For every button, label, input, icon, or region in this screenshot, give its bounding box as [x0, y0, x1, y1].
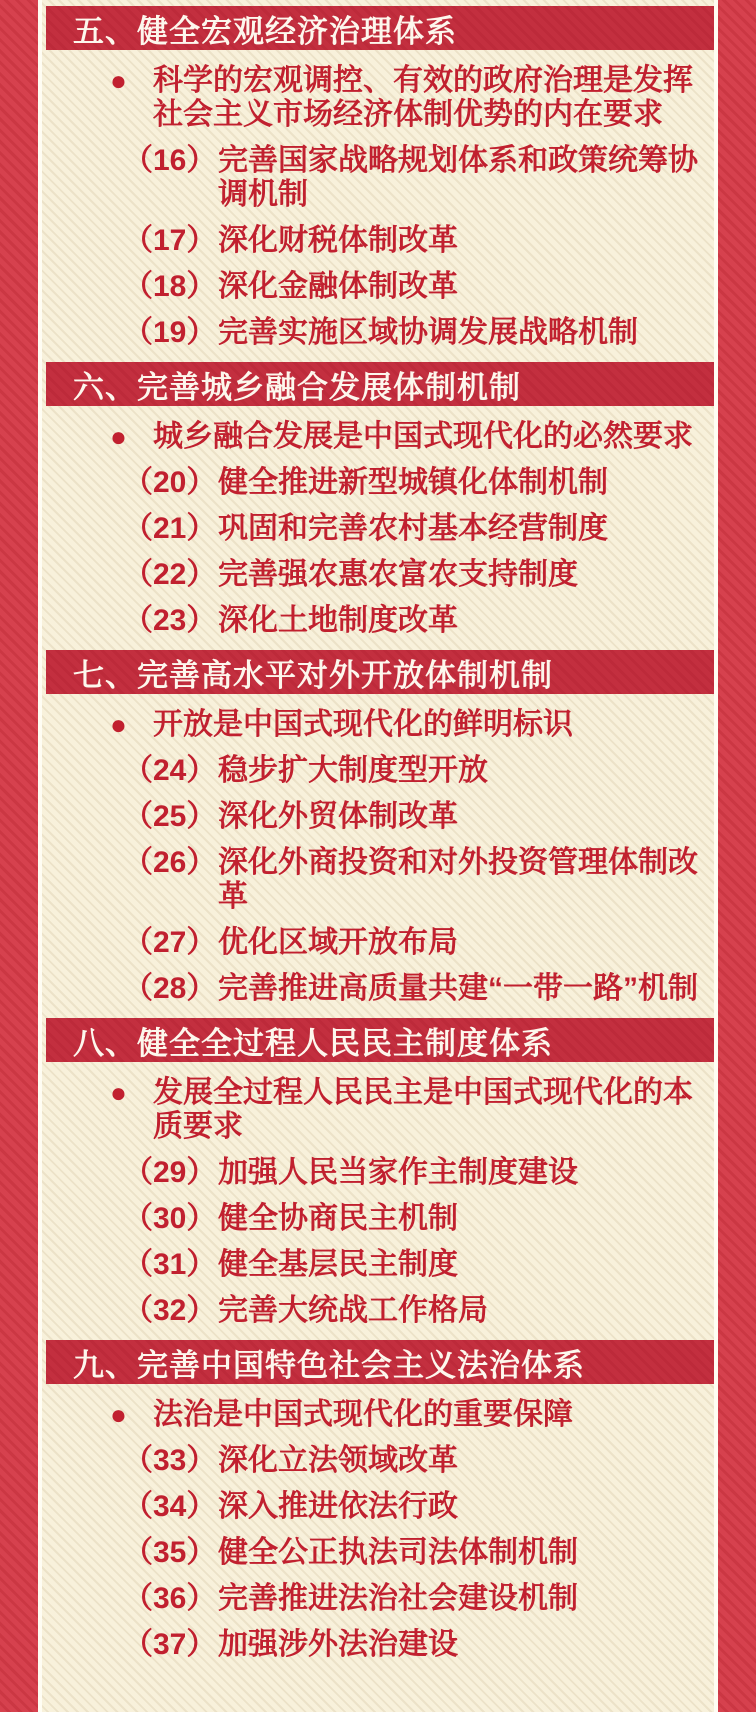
item-text: 深化外贸体制改革	[218, 800, 458, 833]
list-item	[42, 224, 714, 258]
section-header-title: 五、健全宏观经济治理体系	[73, 13, 457, 49]
section-summary	[42, 708, 714, 742]
list-item	[42, 846, 714, 914]
item-number: （21）	[123, 512, 217, 545]
item-number: （35）	[123, 1536, 217, 1569]
item-number: （26）	[123, 846, 217, 879]
item-list	[42, 144, 714, 350]
item-number: （18）	[123, 270, 217, 303]
list-item	[42, 1202, 714, 1236]
section-header-bar	[46, 1340, 714, 1384]
list-item	[42, 604, 714, 638]
section-header-bar	[46, 362, 714, 406]
item-text: 优化区域开放布局	[218, 926, 458, 959]
section-header-bar	[46, 6, 714, 50]
bullet-text: 法治是中国式现代化的重要保障	[153, 1398, 573, 1431]
item-number: （25）	[123, 800, 217, 833]
item-number: （24）	[123, 754, 217, 787]
bullet-icon: ●	[110, 65, 127, 96]
item-number: （36）	[123, 1582, 217, 1615]
list-item	[42, 1294, 714, 1328]
bullet-text: 科学的宏观调控、有效的政府治理是发挥社会主义市场经济体制优势的内在要求	[153, 64, 693, 131]
item-text: 深化土地制度改革	[218, 604, 458, 637]
bullet-text: 城乡融合发展是中国式现代化的必然要求	[153, 420, 693, 453]
bullet-icon: ●	[110, 1399, 127, 1430]
item-text: 稳步扩大制度型开放	[218, 754, 488, 787]
list-item	[42, 512, 714, 546]
item-number: （27）	[123, 926, 217, 959]
item-number: （29）	[123, 1156, 217, 1189]
section-header-bar	[46, 1018, 714, 1062]
list-item	[42, 754, 714, 788]
item-text: 深入推进依法行政	[218, 1490, 458, 1523]
content-column	[42, 0, 714, 1712]
section-summary	[42, 420, 714, 454]
list-item	[42, 1248, 714, 1282]
item-number: （31）	[123, 1248, 217, 1281]
section-header-title: 六、完善城乡融合发展体制机制	[73, 369, 521, 405]
section-summary	[42, 1398, 714, 1432]
sections-list	[42, 6, 714, 1662]
item-text: 完善实施区域协调发展战略机制	[218, 316, 638, 349]
item-text: 健全基层民主制度	[218, 1248, 458, 1281]
section-summary	[42, 64, 714, 132]
list-item	[42, 1628, 714, 1662]
list-item	[42, 1536, 714, 1570]
item-text: 完善大统战工作格局	[218, 1294, 488, 1327]
item-text: 完善推进高质量共建“一带一路”机制	[218, 972, 698, 1005]
item-number: （37）	[123, 1628, 217, 1661]
item-text: 健全公正执法司法体制机制	[218, 1536, 578, 1569]
item-text: 加强涉外法治建设	[218, 1628, 458, 1661]
item-number: （22）	[123, 558, 217, 591]
list-item	[42, 1490, 714, 1524]
item-number: （20）	[123, 466, 217, 499]
section-summary	[42, 1076, 714, 1144]
list-item	[42, 1156, 714, 1190]
item-number: （32）	[123, 1294, 217, 1327]
bullet-icon: ●	[110, 1077, 127, 1108]
bullet-text: 开放是中国式现代化的鲜明标识	[153, 708, 573, 741]
item-number: （28）	[123, 972, 217, 1005]
list-item	[42, 270, 714, 304]
item-number: （30）	[123, 1202, 217, 1235]
list-item	[42, 558, 714, 592]
section	[42, 1018, 714, 1328]
list-item	[42, 1444, 714, 1478]
item-text: 完善推进法治社会建设机制	[218, 1582, 578, 1615]
item-list	[42, 466, 714, 638]
list-item	[42, 972, 714, 1006]
item-list	[42, 754, 714, 1006]
bullet-icon: ●	[110, 421, 127, 452]
list-item	[42, 466, 714, 500]
item-text: 加强人民当家作主制度建设	[218, 1156, 578, 1189]
list-item	[42, 144, 714, 212]
section	[42, 6, 714, 350]
section	[42, 650, 714, 1006]
item-number: （33）	[123, 1444, 217, 1477]
item-text: 深化金融体制改革	[218, 270, 458, 303]
item-text: 完善强农惠农富农支持制度	[218, 558, 578, 591]
section	[42, 362, 714, 638]
section	[42, 1340, 714, 1662]
item-list	[42, 1444, 714, 1662]
list-item	[42, 1582, 714, 1616]
left-red-border	[0, 0, 42, 1712]
item-text: 健全协商民主机制	[218, 1202, 458, 1235]
item-number: （23）	[123, 604, 217, 637]
list-item	[42, 926, 714, 960]
item-text: 健全推进新型城镇化体制机制	[218, 466, 608, 499]
item-number: （17）	[123, 224, 217, 257]
item-text: 完善国家战略规划体系和政策统筹协调机制	[218, 144, 698, 211]
item-list	[42, 1156, 714, 1328]
section-header-title: 九、完善中国特色社会主义法治体系	[73, 1347, 585, 1383]
section-header-title: 七、完善高水平对外开放体制机制	[73, 657, 553, 693]
item-number: （19）	[123, 316, 217, 349]
item-text: 巩固和完善农村基本经营制度	[218, 512, 608, 545]
bullet-icon: ●	[110, 709, 127, 740]
list-item	[42, 316, 714, 350]
item-text: 深化财税体制改革	[218, 224, 458, 257]
item-number: （34）	[123, 1490, 217, 1523]
item-text: 深化立法领域改革	[218, 1444, 458, 1477]
item-text: 深化外商投资和对外投资管理体制改革	[218, 846, 698, 913]
section-header-title: 八、健全全过程人民民主制度体系	[73, 1025, 553, 1061]
bullet-text: 发展全过程人民民主是中国式现代化的本质要求	[153, 1076, 693, 1143]
right-red-border	[714, 0, 756, 1712]
list-item	[42, 800, 714, 834]
section-header-bar	[46, 650, 714, 694]
item-number: （16）	[123, 144, 217, 177]
